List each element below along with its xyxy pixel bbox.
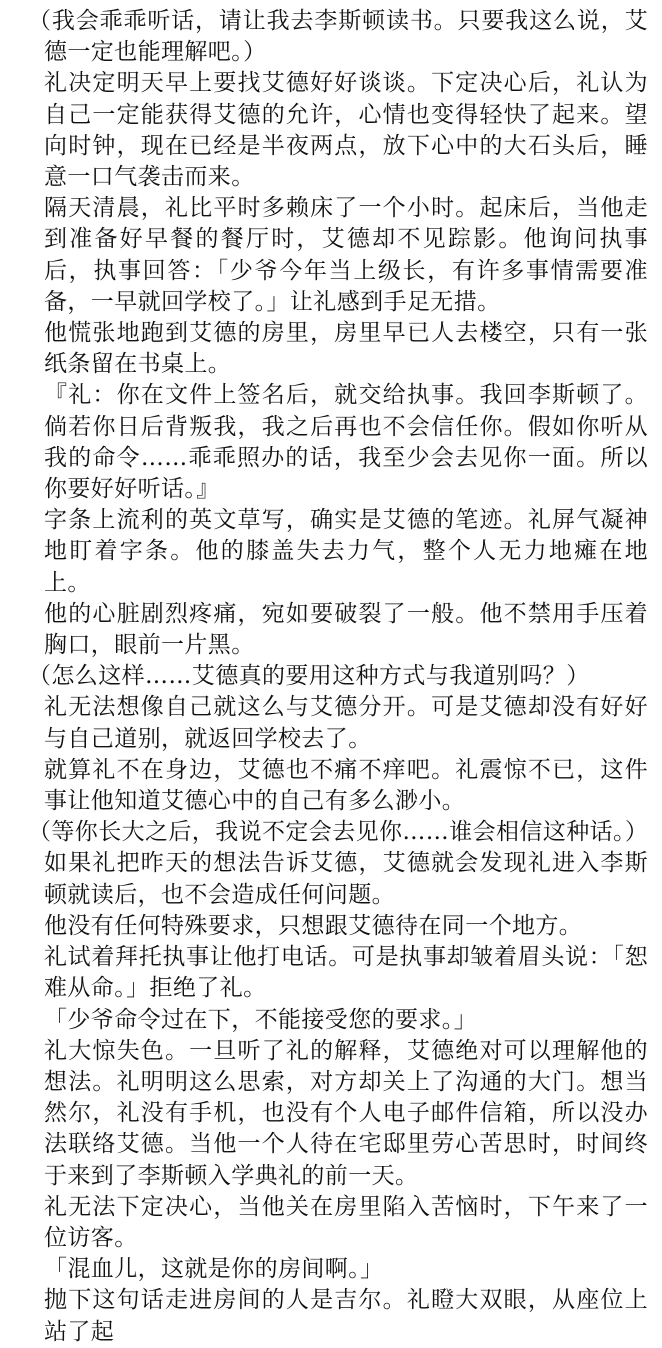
paragraph-19: 抛下这句话走进房间的人是吉尔。礼瞪大双眼，从座位上站了起: [44, 1287, 648, 1345]
paragraph-11: （等你长大之后，我说不定会去见你……谁会相信这种话。）: [28, 819, 649, 846]
paragraph-18: 「混血儿，这就是你的房间啊。」: [44, 1256, 384, 1283]
paragraph-6: 字条上流利的英文草写，确实是艾德的笔迹。礼屏气凝神地盯着字条。他的膝盖失去力气，整个人无力地瘫在地上。: [44, 507, 648, 596]
paragraph-4: 他慌张地跑到艾德的房里，房里早已人去楼空，只有一张纸条留在书桌上。: [44, 320, 648, 378]
paragraph-16: 礼大惊失色。一旦听了礼的解释，艾德绝对可以理解他的想法。礼明明这么思索，对方却关上了沟通的大门。想当然尔，礼没有手机，也没有个人电子邮件信箱，所以没办法联络艾德。当他一个人待在宅邸里劳心苦思时，时间终于来到了李斯顿入学典礼的前一天。: [44, 1037, 648, 1189]
paragraph-13: 他没有任何特殊要求，只想跟艾德待在同一个地方。: [44, 912, 583, 939]
paragraph-3: 隔天清晨，礼比平时多赖床了一个小时。起床后，当他走到准备好早餐的餐厅时，艾德却不见踪影。他询问执事后，执事回答：「少爷今年当上级长，有许多事情需要准备，一早就回学校了。」让礼感到手足无措。: [44, 195, 648, 315]
paragraph-5: 『礼：你在文件上签名后，就交给执事。我回李斯顿了。倘若你日后背叛我，我之后再也不会信任你。假如你听从我的命令……乖乖照办的话，我至少会去见你一面。所以你要好好听话。』: [44, 382, 648, 503]
paragraph-8: （怎么这样……艾德真的要用这种方式与我道别吗？）: [28, 663, 590, 690]
paragraph-7: 他的心脏剧烈疼痛，宛如要破裂了一般。他不禁用手压着胸口，眼前一片黑。: [44, 600, 648, 659]
paragraph-14: 礼试着拜托执事让他打电话。可是执事却皱着眉头说：「恕难从命。」拒绝了礼。: [44, 944, 648, 1002]
paragraph-1: （我会乖乖听话，请让我去李斯顿读书。只要我这么说，艾德一定也能理解吧。）: [28, 8, 648, 66]
paragraph-2: 礼决定明天早上要找艾德好好谈谈。下定决心后，礼认为自己一定能获得艾德的允许，心情也变得轻快了起来。望向时钟，现在已经是半夜两点，放下心中的大石头后，睡意一口气袭击而来。: [44, 70, 648, 191]
paragraph-9: 礼无法想像自己就这么与艾德分开。可是艾德却没有好好与自己道别，就返回学校去了。: [44, 694, 648, 752]
paragraph-12: 如果礼把昨天的想法告诉艾德，艾德就会发现礼进入李斯顿就读后，也不会造成任何问题。: [44, 850, 648, 908]
paragraph-10: 就算礼不在身边，艾德也不痛不痒吧。礼震惊不已，这件事让他知道艾德心中的自己有多么渺小。: [44, 756, 648, 815]
paragraph-17: 礼无法下定决心，当他关在房里陷入苦恼时，下午来了一位访客。: [44, 1193, 648, 1251]
paragraph-15: 「少爷命令过在下，不能接受您的要求。」: [44, 1006, 478, 1033]
